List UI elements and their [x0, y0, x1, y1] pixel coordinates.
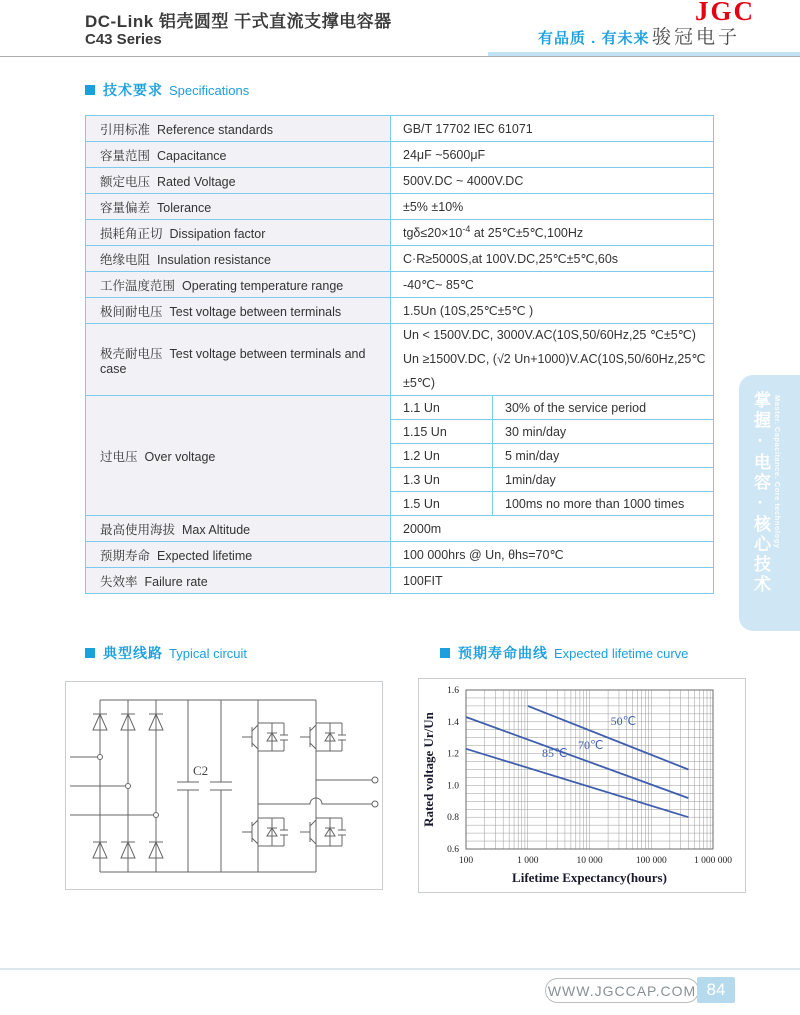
spec-row-insulation-resistance	[86, 246, 714, 272]
jgc-logo: JGC	[695, 0, 755, 26]
spec-row-max-altitude	[86, 516, 714, 542]
overvoltage-desc: 30% of the service period	[493, 396, 714, 420]
spec-value: ±5% ±10%	[391, 194, 714, 220]
overvoltage-desc: 1min/day	[493, 468, 714, 492]
section-title-cn: 预期寿命曲线	[458, 645, 548, 661]
spec-value: -40℃~ 85℃	[391, 272, 714, 298]
overvoltage-un: 1.2 Un	[391, 444, 493, 468]
svg-text:100 000: 100 000	[635, 856, 667, 866]
page-title: DC-Link 铝壳圆型 干式直流支撑电容器	[85, 12, 392, 31]
svg-text:10 000: 10 000	[576, 856, 603, 866]
spec-label: 失效率 Failure rate	[86, 568, 391, 594]
spec-value: 100 000hrs @ Un, θhs=70℃	[391, 542, 714, 568]
spec-row-over-voltage	[86, 396, 714, 420]
overvoltage-desc: 100ms no more than 1000 times	[493, 492, 714, 516]
svg-text:1 000 000: 1 000 000	[694, 856, 732, 866]
spec-value: 2000m	[391, 516, 714, 542]
spec-table	[85, 115, 714, 594]
overvoltage-un: 1.1 Un	[391, 396, 493, 420]
svg-text:70℃: 70℃	[577, 737, 604, 752]
spec-label: 容量偏差 Tolerance	[86, 194, 391, 220]
spec-label: 极间耐电压 Test voltage between terminals	[86, 298, 391, 324]
footer-divider	[0, 968, 800, 970]
overvoltage-un: 1.3 Un	[391, 468, 493, 492]
spec-label: 绝缘电阻 Insulation resistance	[86, 246, 391, 272]
sidebar-tab	[739, 375, 800, 631]
svg-text:1.6: 1.6	[447, 686, 459, 696]
brand-name: 骏冠电子	[652, 27, 741, 48]
spec-row-rated-voltage	[86, 168, 714, 194]
svg-text:Rated voltage Ur/Un: Rated voltage Ur/Un	[421, 712, 436, 827]
overvoltage-un: 1.5 Un	[391, 492, 493, 516]
capacitor-label: C2	[193, 763, 209, 778]
svg-text:0.6: 0.6	[447, 845, 459, 855]
spec-row-reference-standards	[86, 116, 714, 142]
header-divider	[0, 56, 800, 57]
section-title-cn: 技术要求	[103, 82, 163, 98]
spec-label: 过电压 Over voltage	[86, 396, 391, 516]
spec-label: 工作温度范围 Operating temperature range	[86, 272, 391, 298]
spec-row-expected-lifetime	[86, 542, 714, 568]
section-bullet-icon	[85, 85, 95, 95]
page-number: 84	[697, 977, 735, 1003]
svg-text:0.8: 0.8	[447, 813, 459, 824]
overvoltage-un: 1.15 Un	[391, 420, 493, 444]
spec-label: 极壳耐电压 Test voltage between terminals and case	[86, 324, 391, 396]
section-header-lifetime-curve	[440, 643, 688, 663]
section-bullet-icon	[440, 648, 450, 658]
brand-slogan: 有品质 . 有未来	[538, 30, 650, 47]
spec-label: 引用标准 Reference standards	[86, 116, 391, 142]
section-title-cn: 典型线路	[103, 645, 163, 661]
spec-value: Un < 1500V.DC, 3000V.AC(10S,50/60Hz,25 ℃±5℃) Un ≥1500V.DC, (√2 Un+1000)V.AC(10S,50/60Hz,25℃±5℃)	[391, 324, 714, 396]
svg-text:1.2: 1.2	[447, 749, 459, 760]
svg-text:1 000: 1 000	[517, 856, 539, 866]
circuit-diagram	[65, 681, 383, 890]
spec-value: 100FIT	[391, 568, 714, 594]
spec-row-test-voltage-case	[86, 324, 714, 396]
svg-text:85℃: 85℃	[541, 745, 568, 760]
spec-label: 最高使用海拔 Max Altitude	[86, 516, 391, 542]
sidebar-slogan-en: Master. Capacitance. Core technology	[773, 395, 782, 549]
spec-label: 额定电压 Rated Voltage	[86, 168, 391, 194]
overvoltage-desc: 30 min/day	[493, 420, 714, 444]
svg-text:100: 100	[458, 856, 474, 866]
sidebar-slogan-cn: 掌握·电容·核心技术	[751, 391, 770, 595]
spec-value: GB/T 17702 IEC 61071	[391, 116, 714, 142]
spec-value: $tg\delta\le 20\times 10^{-4}$ at 25℃±5℃,100Hz	[391, 220, 714, 246]
spec-row-operating-temperature	[86, 272, 714, 298]
spec-label: 损耗角正切 Dissipation factor	[86, 220, 391, 246]
spec-row-test-voltage-terminals	[86, 298, 714, 324]
spec-label: 预期寿命 Expected lifetime	[86, 542, 391, 568]
lifetime-chart	[418, 678, 746, 893]
spec-value: 1.5Un (10S,25℃±5℃ )	[391, 298, 714, 324]
capacitor-icon	[177, 700, 232, 872]
spec-value: 24μF ~5600μF	[391, 142, 714, 168]
section-header-specifications	[85, 80, 249, 100]
section-bullet-icon	[85, 648, 95, 658]
spec-row-failure-rate	[86, 568, 714, 594]
spec-row-tolerance	[86, 194, 714, 220]
spec-value: C·R≥5000S,at 100V.DC,25℃±5℃,60s	[391, 246, 714, 272]
section-header-typical-circuit	[85, 643, 247, 663]
svg-text:50℃: 50℃	[610, 713, 637, 728]
svg-text:1.0: 1.0	[447, 781, 459, 792]
spec-value: 500V.DC ~ 4000V.DC	[391, 168, 714, 194]
spec-label: 容量范围 Capacitance	[86, 142, 391, 168]
series-title: C43 Series	[85, 31, 162, 48]
overvoltage-desc: 5 min/day	[493, 444, 714, 468]
spec-row-capacitance	[86, 142, 714, 168]
section-title-en: Typical circuit	[169, 645, 248, 661]
svg-text:1.4: 1.4	[447, 717, 459, 728]
section-title-en: Expected lifetime curve	[554, 645, 689, 661]
footer-url: WWW.JGCCAP.COM	[545, 978, 699, 1003]
section-title-en: Specifications	[169, 82, 250, 98]
svg-text:Lifetime Expectancy(hours): Lifetime Expectancy(hours)	[512, 870, 667, 885]
spec-row-dissipation-factor	[86, 220, 714, 246]
